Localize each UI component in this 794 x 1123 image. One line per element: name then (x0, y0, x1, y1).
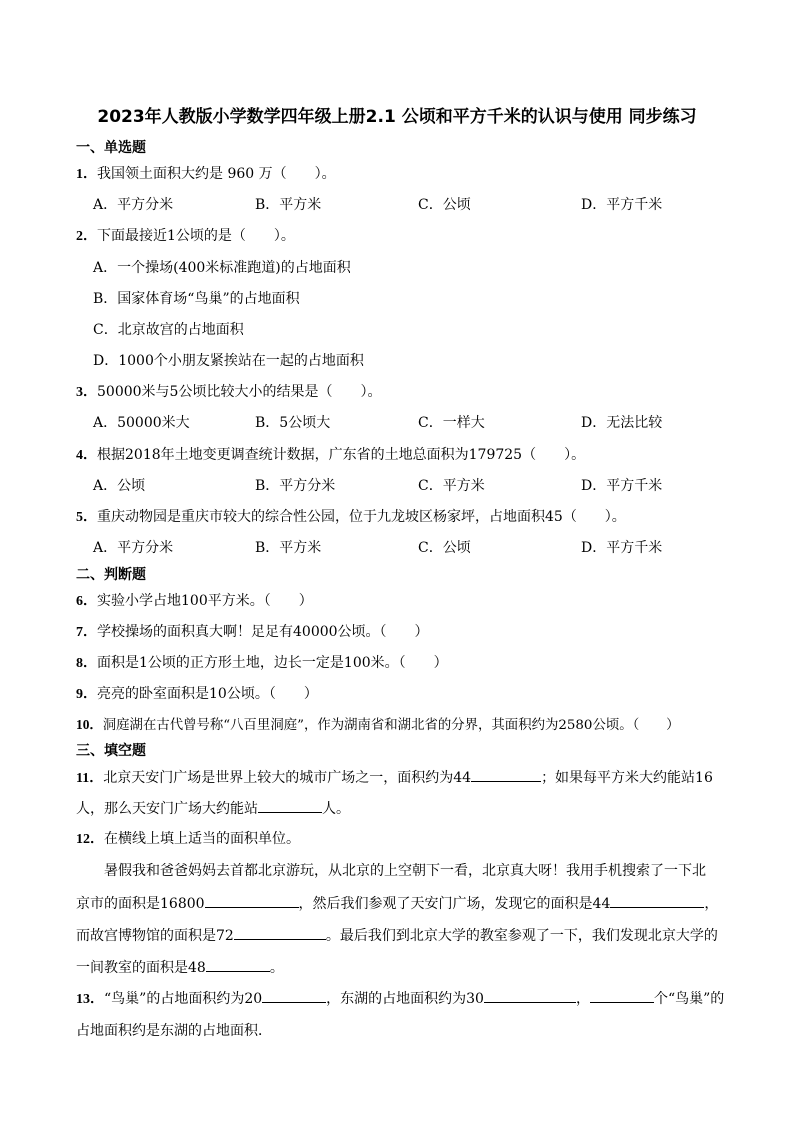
passage-text: 一间教室的面积是48 (76, 960, 206, 976)
option-d[interactable]: D．1000个小朋友紧挨站在一起的占地面积 (93, 353, 364, 369)
question-12-passage-line-2 (76, 893, 718, 914)
question-text: 在横线上填上适当的面积单位。 (104, 831, 300, 847)
question-text: 实验小学占地100平方米。（ ） (97, 593, 313, 609)
question-3 (76, 382, 381, 403)
question-number: 13． (76, 992, 104, 1007)
question-4 (76, 445, 585, 466)
page-title: 2023年人教版小学数学四年级上册2.1 公顷和平方千米的认识与使用 同步练习 (97, 107, 697, 127)
question-2 (76, 226, 295, 247)
question-11 (76, 767, 713, 789)
question-6 (76, 591, 313, 612)
question-text: 北京天安门广场是世界上较大的城市广场之一，面积约为44 (103, 770, 472, 786)
option-a[interactable]: A．平方分米 (93, 540, 174, 556)
question-number: 3． (76, 385, 97, 400)
option-c[interactable]: C．公顷 (418, 197, 471, 213)
question-text: ， (575, 991, 590, 1007)
question-10 (76, 715, 679, 736)
section-heading-fill-in: 三、填空题 (76, 743, 146, 759)
passage-text: 。最后我们到北京大学的教室参观了一下，我们发现北京大学的 (325, 928, 718, 944)
section-heading-true-false: 二、判断题 (76, 567, 146, 583)
answer-blank[interactable] (484, 988, 576, 1003)
question-1 (76, 164, 336, 185)
answer-blank[interactable] (590, 988, 654, 1003)
question-text: 人，那么天安门广场大约能站 (76, 801, 258, 817)
question-12 (76, 829, 300, 850)
question-text: 个“鸟巢”的 (653, 991, 725, 1007)
option-b[interactable]: B．平方分米 (255, 478, 336, 494)
option-d[interactable]: D．平方千米 (581, 197, 663, 213)
question-8 (76, 653, 448, 674)
passage-text: 京市的面积是16800 (76, 896, 205, 912)
question-11-line-2 (76, 798, 350, 819)
question-text: 重庆动物园是重庆市较大的综合性公园，位于九龙坡区杨家坪，占地面积45（ ）。 (97, 509, 626, 525)
question-12-passage-line-4 (76, 957, 284, 978)
option-b[interactable]: B．国家体育场“鸟巢”的占地面积 (93, 291, 300, 307)
question-text: 人。 (322, 801, 350, 817)
question-number: 10． (76, 717, 103, 732)
option-c[interactable]: C．北京故宫的占地面积 (93, 322, 244, 338)
option-a[interactable]: A．公顷 (93, 478, 146, 494)
question-text: 亮亮的卧室面积是10公顷。（ ） (97, 686, 318, 702)
answer-blank[interactable] (205, 893, 299, 908)
question-12-passage-line-3 (76, 925, 718, 946)
question-13 (76, 988, 724, 1010)
option-a[interactable]: A．一个操场(400米标准跑道)的占地面积 (93, 260, 351, 276)
passage-text: 。 (269, 960, 284, 976)
passage-text: 而故宫博物馆的面积是72 (76, 928, 234, 944)
question-12-passage-line-1: 暑假我和爸爸妈妈去首都北京游玩，从北京的上空朝下一看，北京真大呀！我用手机搜索了一下北 (104, 863, 706, 879)
question-text: 面积是1公顷的正方形土地，边长一定是100米。（ ） (97, 655, 448, 671)
option-a[interactable]: A．平方分米 (93, 197, 174, 213)
question-number: 4． (76, 448, 97, 463)
question-text: 学校操场的面积真大啊！足足有40000公顷。（ ） (97, 624, 429, 640)
option-b[interactable]: B．平方米 (255, 540, 322, 556)
question-number: 5． (76, 510, 97, 525)
question-5 (76, 507, 626, 528)
answer-blank[interactable] (258, 798, 322, 813)
option-b[interactable]: B．平方米 (255, 197, 322, 213)
section-heading-single-choice: 一、单选题 (76, 140, 146, 156)
question-text: 我国领土面积大约是 960 万（ ）。 (97, 166, 336, 182)
question-number: 1． (76, 167, 97, 182)
question-text: ；如果每平方米大约能站16 (541, 770, 713, 786)
question-9 (76, 684, 318, 705)
passage-text: ，然后我们参观了天安门广场，发现它的面积是44 (298, 896, 611, 912)
question-number: 9． (76, 687, 97, 702)
question-number: 2． (76, 229, 97, 244)
answer-blank[interactable] (234, 925, 326, 940)
question-text: “鸟巢”的占地面积约为20 (104, 991, 263, 1007)
option-b[interactable]: B．5公顷大 (255, 415, 331, 431)
question-text: ，东湖的占地面积约为30 (326, 991, 484, 1007)
question-number: 12． (76, 832, 104, 847)
question-number: 8． (76, 656, 97, 671)
answer-blank[interactable] (610, 893, 704, 908)
option-a[interactable]: A．50000米大 (93, 415, 190, 431)
option-d[interactable]: D．平方千米 (581, 540, 663, 556)
question-13-line-2: 占地面积约是东湖的占地面积． (76, 1023, 272, 1039)
question-7 (76, 622, 429, 643)
answer-blank[interactable] (206, 957, 270, 972)
option-c[interactable]: C．公顷 (418, 540, 471, 556)
question-text: 根据2018年土地变更调查统计数据，广东省的土地总面积为179725（ ）。 (97, 447, 586, 463)
option-c[interactable]: C．一样大 (418, 415, 485, 431)
answer-blank[interactable] (471, 767, 541, 782)
question-text: 50000米与5公顷比较大小的结果是（ ）。 (97, 384, 382, 400)
question-text: 下面最接近1公顷的是（ ）。 (97, 228, 295, 244)
question-number: 11． (76, 771, 104, 786)
question-text: 洞庭湖在古代曾号称“八百里洞庭”，作为湖南省和湖北省的分界，其面积约为2580公顷。（ ） (102, 718, 680, 733)
answer-blank[interactable] (262, 988, 326, 1003)
question-number: 6． (76, 594, 97, 609)
option-d[interactable]: D．平方千米 (581, 478, 663, 494)
option-d[interactable]: D．无法比较 (581, 415, 663, 431)
option-c[interactable]: C．平方米 (418, 478, 485, 494)
passage-text: ， (704, 896, 719, 912)
question-number: 7． (76, 625, 97, 640)
